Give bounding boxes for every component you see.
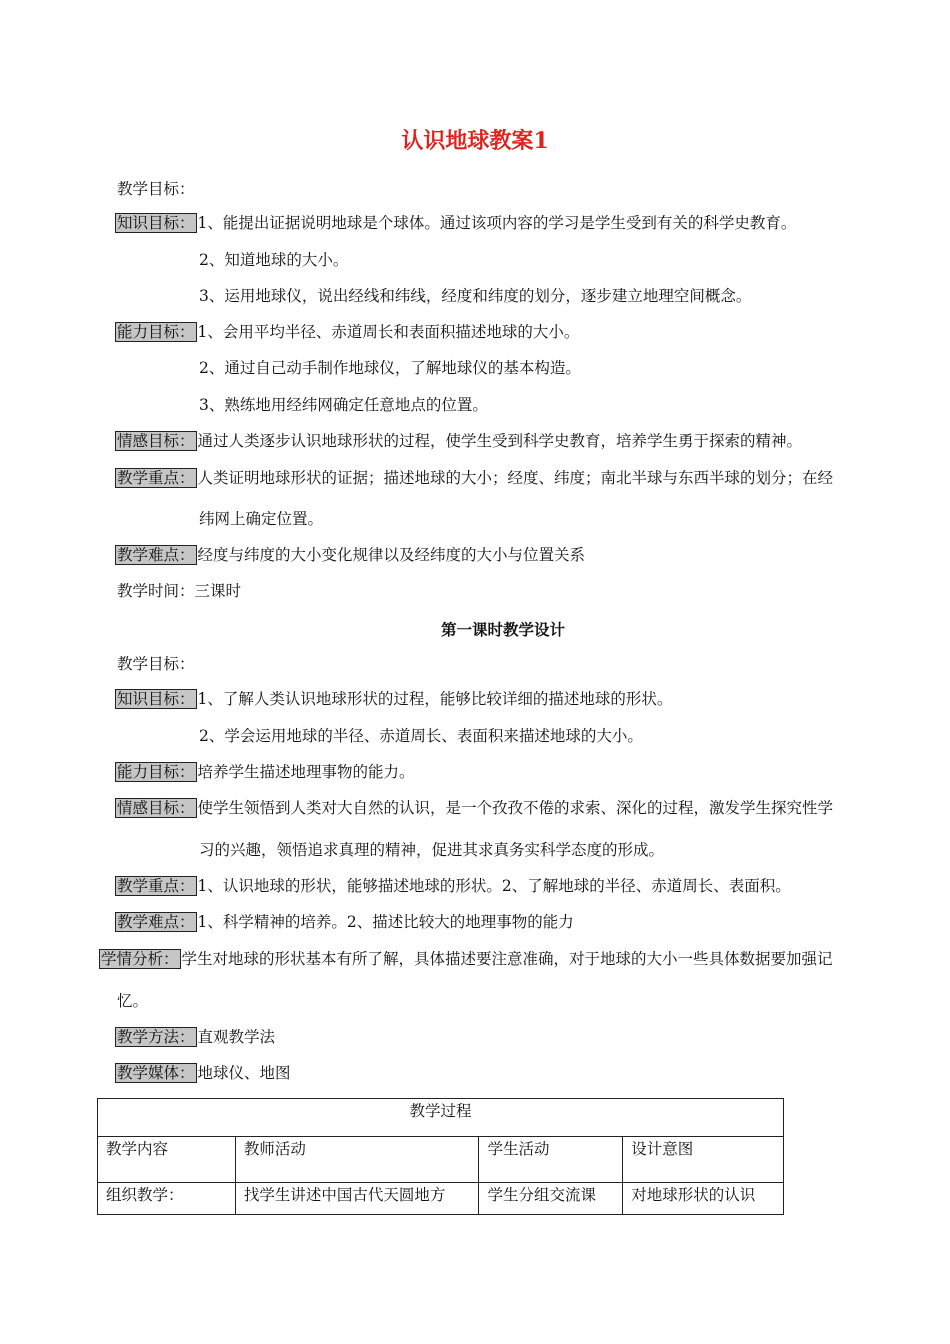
teaching-focus-text: 人类证明地球形状的证据；描述地球的大小；经度、纬度；南北半球与东西半球的划分；在经 xyxy=(197,469,834,487)
student-analysis-label: 学情分析： xyxy=(101,950,179,968)
lesson1-knowledge-1 xyxy=(115,689,672,709)
lesson1-heading: 第一课时教学设计 xyxy=(440,620,565,639)
header-content: 教学内容 xyxy=(98,1137,236,1183)
teaching-focus-label: 教学重点： xyxy=(117,469,195,487)
header-student: 学生活动 xyxy=(479,1137,623,1183)
teaching-media-label: 教学媒体： xyxy=(117,1064,195,1082)
teaching-time: 教学时间：三课时 xyxy=(117,582,242,600)
goals-heading: 教学目标： xyxy=(117,180,195,198)
cell-content: 组织教学： xyxy=(98,1183,236,1215)
lesson1-difficulty-text: 1、科学精神的培养。2、描述比较大的地理事物的能力 xyxy=(197,913,574,931)
teaching-media-text: 地球仪、地图 xyxy=(197,1064,291,1082)
lesson1-focus xyxy=(115,876,791,896)
cell-student: 学生分组交流课 xyxy=(479,1183,623,1215)
teaching-method-text: 直观教学法 xyxy=(197,1028,276,1046)
table-row xyxy=(98,1183,784,1215)
ability-goal-2: 2、通过自己动手制作地球仪，了解地球仪的基本构造。 xyxy=(199,359,581,377)
teaching-media xyxy=(115,1063,291,1083)
ability-goals-1 xyxy=(115,322,579,342)
lesson1-ability-text: 培养学生描述地理事物的能力。 xyxy=(197,763,415,781)
cell-teacher: 找学生讲述中国古代天圆地方 xyxy=(235,1183,479,1215)
ability-goal-text: 1、会用平均半径、赤道周长和表面积描述地球的大小。 xyxy=(197,323,580,341)
teaching-difficulty-text: 经度与纬度的大小变化规律以及经纬度的大小与位置关系 xyxy=(197,546,586,564)
teaching-focus-cont: 纬网上确定位置。 xyxy=(199,510,324,528)
cell-intent: 对地球形状的认识 xyxy=(623,1183,784,1215)
teaching-method-label: 教学方法： xyxy=(117,1028,195,1046)
lesson1-ability-label: 能力目标： xyxy=(117,763,195,781)
teaching-difficulty xyxy=(115,545,585,565)
lesson1-focus-text: 1、认识地球的形状，能够描述地球的形状。2、了解地球的半径、赤道周长、表面积。 xyxy=(197,877,791,895)
teaching-process-table xyxy=(97,1098,784,1215)
lesson1-difficulty xyxy=(115,912,574,932)
emotion-goal-text: 通过人类逐步认识地球形状的过程，使学生受到科学史教育，培养学生勇于探索的精神。 xyxy=(197,432,803,450)
teaching-method xyxy=(115,1027,275,1047)
student-analysis-text: 学生对地球的形状基本有所了解，具体描述要注意准确，对于地球的大小一些具体数据要加强记 xyxy=(181,950,833,968)
knowledge-goal-2: 2、知道地球的大小。 xyxy=(199,251,349,269)
lesson1-ability xyxy=(115,762,415,782)
teaching-focus xyxy=(115,468,833,488)
lesson1-focus-label: 教学重点： xyxy=(117,877,195,895)
lesson1-emotion-label: 情感目标： xyxy=(117,799,195,817)
knowledge-goal-text: 1、能提出证据说明地球是个球体。通过该项内容的学习是学生受到有关的科学史教育。 xyxy=(197,214,797,232)
student-analysis xyxy=(99,949,833,969)
knowledge-goal-3: 3、运用地球仪，说出经线和纬线，经度和纬度的划分，逐步建立地理空间概念。 xyxy=(199,287,752,305)
document-title: 认识地球教案1 xyxy=(401,128,549,154)
emotion-goals-label: 情感目标： xyxy=(117,432,195,450)
header-intent: 设计意图 xyxy=(623,1137,784,1183)
student-analysis-cont: 忆。 xyxy=(117,992,149,1010)
lesson1-knowledge-text: 1、了解人类认识地球形状的过程，能够比较详细的描述地球的形状。 xyxy=(197,690,673,708)
lesson1-goals-heading: 教学目标： xyxy=(117,655,195,673)
knowledge-goals-1 xyxy=(115,213,796,233)
table-caption: 教学过程 xyxy=(98,1099,784,1137)
lesson1-emotion-text: 使学生领悟到人类对大自然的认识，是一个孜孜不倦的求索、深化的过程，激发学生探究性学 xyxy=(197,799,834,817)
teaching-difficulty-label: 教学难点： xyxy=(117,546,195,564)
emotion-goals xyxy=(115,431,802,451)
ability-goal-3: 3、熟练地用经纬网确定任意地点的位置。 xyxy=(199,396,488,414)
lesson1-emotion xyxy=(115,798,833,818)
lesson1-difficulty-label: 教学难点： xyxy=(117,913,195,931)
ability-goals-label: 能力目标： xyxy=(117,323,195,341)
knowledge-goals-label: 知识目标： xyxy=(117,214,195,232)
header-teacher: 教师活动 xyxy=(235,1137,479,1183)
lesson1-knowledge-2: 2、学会运用地球的半径、赤道周长、表面积来描述地球的大小。 xyxy=(199,727,643,745)
lesson1-knowledge-label: 知识目标： xyxy=(117,690,195,708)
table-header-row xyxy=(98,1137,784,1183)
lesson1-emotion-cont: 习的兴趣，领悟追求真理的精神，促进其求真务实科学态度的形成。 xyxy=(199,841,665,859)
